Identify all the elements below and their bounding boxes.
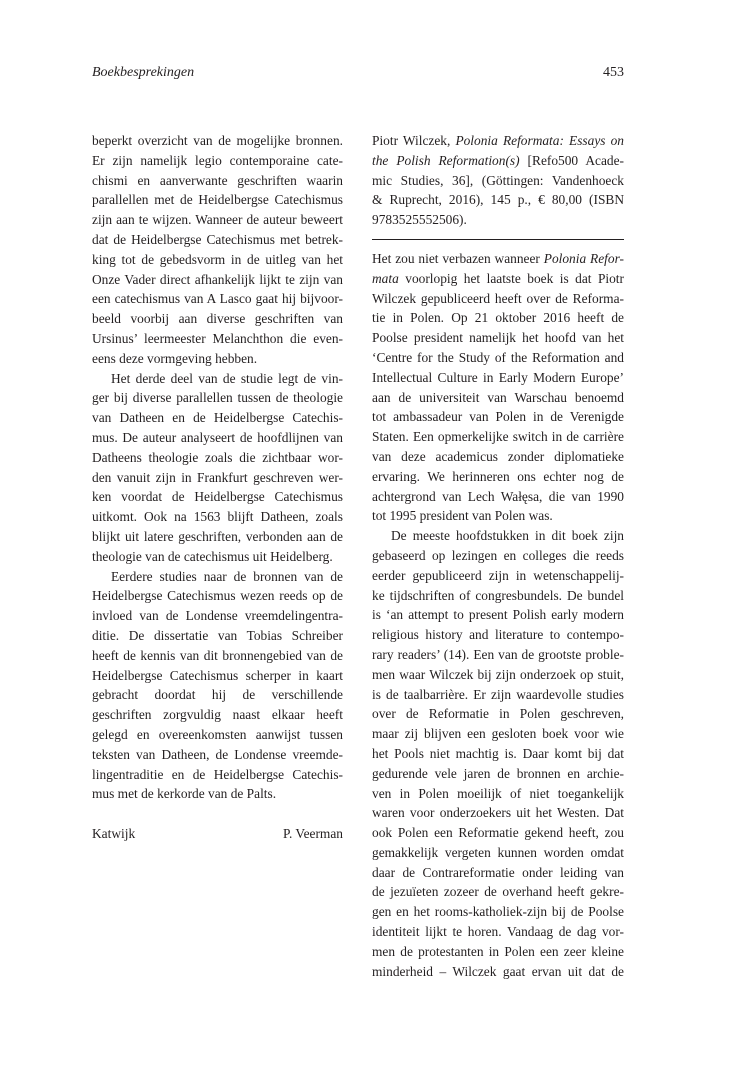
text-line: van Datheen en de Heidelbergse Catechis- <box>92 410 343 426</box>
text-line: heeft de kennis van dit bronnengebied van de <box>92 647 343 663</box>
signoff-author: P. Veerman <box>282 825 343 841</box>
review-signoff <box>92 824 343 844</box>
citation-title: Polonia Reformata: Essays on <box>455 133 624 148</box>
book-title-italic: Polonia Refor- <box>543 250 624 266</box>
text-line: Eerdere studies naar de bronnen van de <box>111 568 343 584</box>
text-line: ven in Polen moeilijk of niet toegankelijk <box>372 785 624 801</box>
text-line: men waar Wilczek bij zijn onderzoek op stuit, <box>372 666 624 682</box>
text-line: ook Polen een Reformatie gekend heeft, zou <box>372 825 624 841</box>
text-line: mus met de kerkorde van de Palts. <box>92 786 277 802</box>
text-line: gen en het rooms-katholiek-zijn bij de Poolse <box>372 904 624 920</box>
citation-title: the Polish Reformation(s) <box>372 152 520 168</box>
text-line: theologie van de catechismus uit Heidelberg. <box>92 548 333 564</box>
text-line: eerder gepubliceerd zijn in wetenschappelij- <box>372 567 624 583</box>
text-line: over de Reformatie in Polen geschreven, <box>372 706 624 722</box>
text-line: van deze academicus zonder diplomatieke <box>372 448 624 464</box>
citation-line: 9783525552506). <box>372 212 467 228</box>
text-line: uitkomt. Ook na 1563 blijft Datheen, zoals <box>92 509 343 525</box>
spacer <box>92 804 343 824</box>
text-line: beperkt overzicht van de mogelijke bronnen. <box>92 133 343 148</box>
text-line: rary readers’ (14). Een van de grootste proble- <box>372 646 624 662</box>
text-line: tot 1995 president van Polen was. <box>372 508 553 524</box>
text-line: dat de Heidelbergse Catechismus met betrek- <box>92 231 343 247</box>
text-line: ke tijdschriften of congresbundels. De bundel <box>372 587 624 603</box>
citation-line <box>372 131 624 151</box>
text-line: tot ambassadeur van Polen in de Verenigde <box>372 409 624 425</box>
right-column <box>372 131 624 981</box>
text-line: aan de universiteit van Warschau benoemd <box>372 389 624 405</box>
text-line: minderheid – Wilczek gaat ervan uit dat de <box>372 963 624 979</box>
text-line: Het derde deel van de studie legt de vin- <box>111 370 343 386</box>
text-line: Heidelbergse Catechismus wezen reeds op de <box>92 588 343 604</box>
text-line: zijn aan te wijzen. Wanneer de auteur beweert <box>92 212 343 228</box>
text-line: den vanuit zijn in Frankfurt geschreven wer- <box>92 469 343 485</box>
text-line: de jezuïeten zozeer de overhand heeft gekre- <box>372 884 624 900</box>
text-line: beeld voorbij aan diverse geschriften van <box>92 311 343 327</box>
text-line: Heidelbergse Catechismus scherper in kaart <box>92 667 343 683</box>
text-segment: voorlopig het laatste boek is dat Piotr <box>405 270 624 286</box>
text-line: maar zij blijven een gesloten boek voor wie <box>372 726 624 742</box>
text-line: Intellectual Culture in Early Modern Europe’ <box>372 369 624 385</box>
citation-divider <box>372 239 624 240</box>
text-line: Er zijn namelijk legio contemporaine cate- <box>92 152 343 168</box>
section-title: Boekbesprekingen <box>92 65 195 80</box>
text-line: gebaseerd op lezingen en colleges die reeds <box>372 547 624 563</box>
text-line: ditie. De dissertatie van Tobias Schreiber <box>92 627 343 643</box>
text-line: eens deze vormgeving hebben. <box>92 350 258 366</box>
text-segment: Het zou niet verbazen wanneer <box>372 250 540 266</box>
text-line <box>372 249 624 269</box>
text-line: gemakkelijk vergeten kunnen worden omdat <box>372 844 624 860</box>
text-line: chismi en aanverwante geschriften waarin <box>92 172 343 188</box>
text-line: gebracht doordat hij de verschillende <box>92 687 343 703</box>
book-citation <box>372 131 624 230</box>
text-line: is ‘an attempt to present Polish early modern <box>372 607 624 623</box>
text-line: ‘Centre for the Study of the Reformation and <box>372 349 624 365</box>
text-line: daar de Contrareformatie onder leiding van <box>372 864 624 880</box>
text-line: ken voordat de Heidelbergse Catechismus <box>92 489 343 505</box>
text-line: Poolse president namelijk het hoofd van het <box>372 330 624 346</box>
left-column <box>92 131 343 844</box>
text-line: Datheens theologie zoals die zichtbaar wor- <box>92 449 343 465</box>
text-line: men de protestanten in Polen een zeer kleine <box>372 943 624 959</box>
text-line: ervaring. We herinneren ons echter nog de <box>372 468 624 484</box>
text-line: lingentraditie en de Heidelbergse Catechis- <box>92 766 343 782</box>
citation-line <box>372 151 624 171</box>
book-title-italic: mata <box>372 270 399 286</box>
text-line: een catechismus van A Lasco gaat hij bijvoor- <box>92 291 343 307</box>
citation-line: & Ruprecht, 2016), 145 p., € 80,00 (ISBN <box>372 192 624 208</box>
text-line: gelegd en overeenkomsten aanwijst tussen <box>92 726 343 742</box>
text-line: Staten. Een opmerkelijke switch in de carrière <box>372 429 624 445</box>
running-head <box>92 63 624 83</box>
text-line: waren voor onderzoekers uit het Westen. Dat <box>372 805 624 821</box>
text-line: geschriften zorgvuldig naast elkaar heeft <box>92 707 343 723</box>
page-number: 453 <box>603 65 624 80</box>
citation-text: [Refo500 Acade- <box>527 152 624 168</box>
text-line: is de taalbarrière. Er zijn waardevolle studies <box>372 686 624 702</box>
text-line: gedurende vele jaren de bronnen en archie- <box>372 765 624 781</box>
text-line: mus. De auteur analyseert de hoofdlijnen van <box>92 429 343 445</box>
text-line: religious history and literature to contempo- <box>372 627 624 643</box>
text-line: Wilczek gepubliceerd heeft over de Reforma- <box>372 290 624 306</box>
text-line: invloed van de Londense vreemdelingentra- <box>92 608 343 624</box>
text-line: teksten van Datheen, de Londense vreemde- <box>92 746 343 762</box>
text-line: Ursinus’ leermeester Melanchthon die even- <box>92 330 343 346</box>
text-line: identiteit lijkt te horen. Vandaag de dag vor- <box>372 924 624 940</box>
text-line: king tot de gebedsvorm in de uitleg van het <box>92 251 343 267</box>
text-line: ger bij diverse parallellen tussen de theologie <box>92 390 343 406</box>
citation-line: mic Studies, 36], (Göttingen: Vandenhoeck <box>372 172 624 188</box>
text-line: het Pools niet machtig is. Daar komt bij dat <box>372 745 624 761</box>
left-column-text <box>92 131 343 804</box>
citation-author: Piotr Wilczek, <box>372 133 451 148</box>
text-line: achtergrond van Lech Wałęsa, die van 1990 <box>372 488 624 504</box>
text-line: parallellen met de Heidelbergse Catechismus <box>92 192 343 208</box>
text-line: De meeste hoofdstukken in dit boek zijn <box>391 528 624 544</box>
text-line: blijkt uit latere geschriften, verbonden aan de <box>92 528 343 544</box>
text-line <box>372 269 624 289</box>
right-column-text <box>372 289 624 982</box>
text-line: tie in Polen. Op 21 oktober 2016 heeft de <box>372 310 624 326</box>
text-line: Onze Vader direct afhankelijk lijkt te zijn van <box>92 271 343 287</box>
signoff-place: Katwijk <box>92 825 136 841</box>
